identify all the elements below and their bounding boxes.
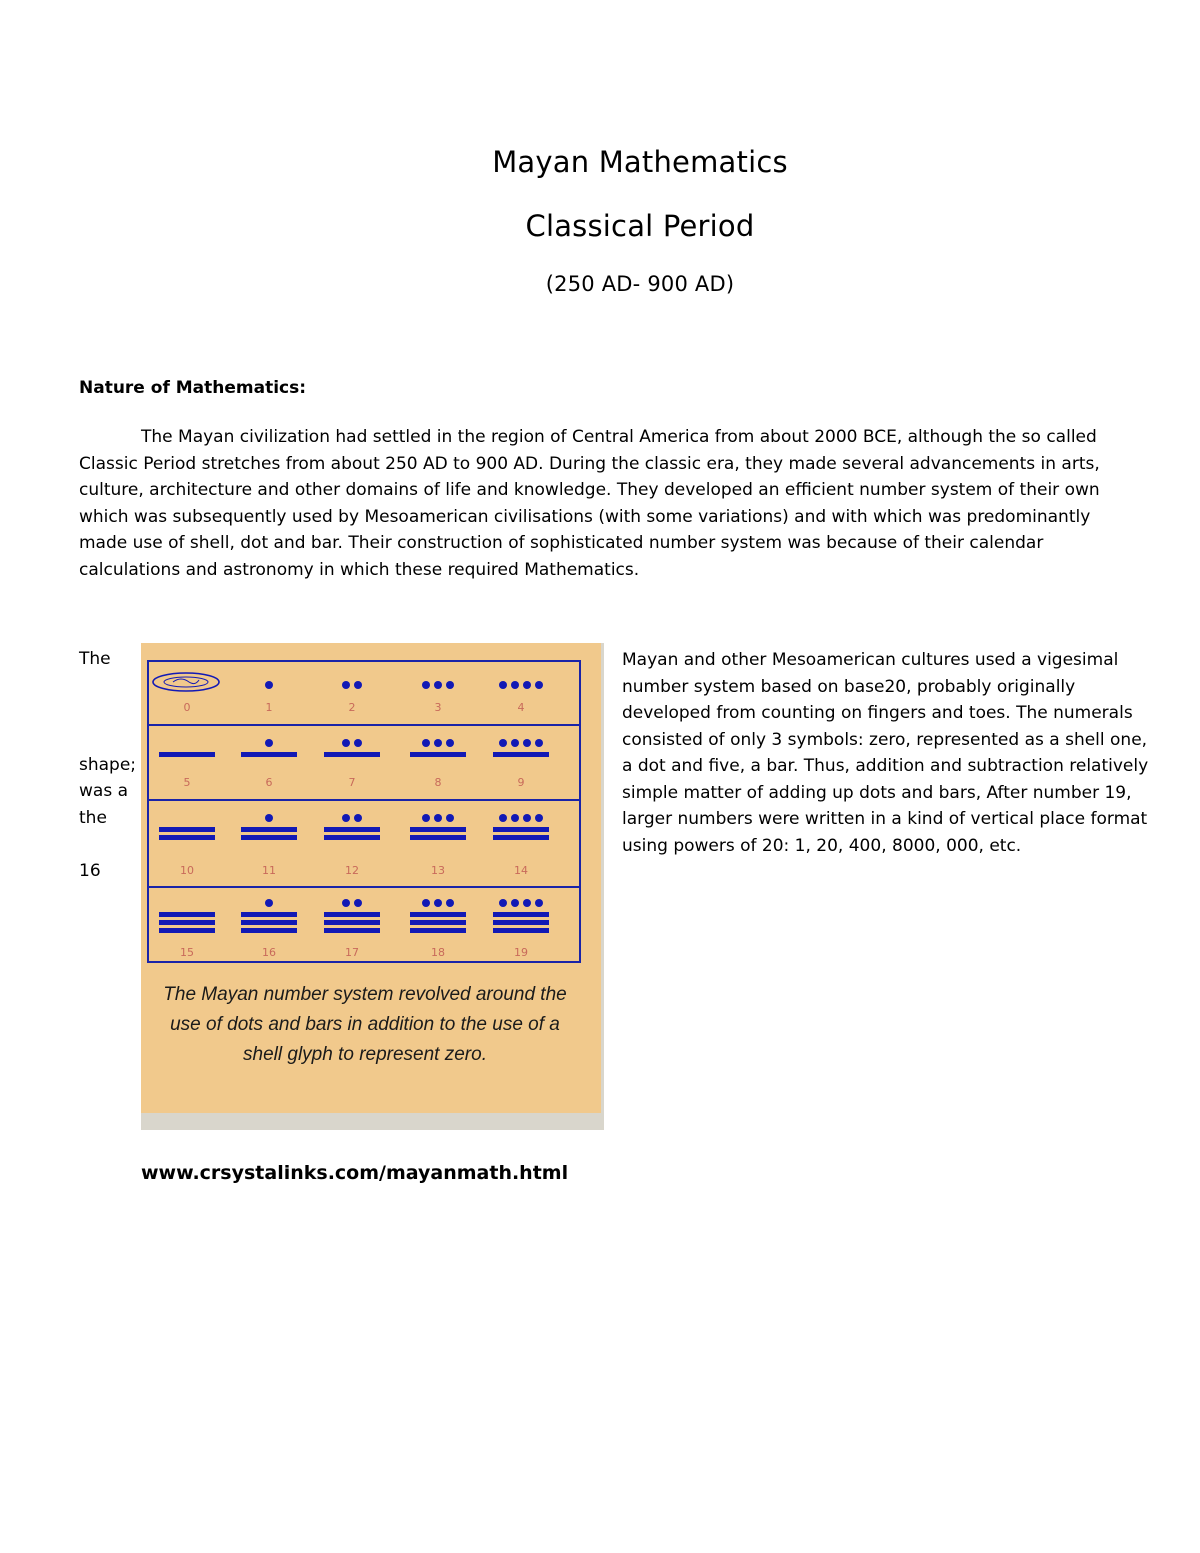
numeral-label: 12 (345, 864, 359, 877)
numeral-bar (159, 752, 215, 757)
numeral-bar (159, 835, 215, 840)
numeral-label: 2 (348, 701, 356, 714)
numeral-bar (493, 827, 549, 832)
numeral-dot (511, 814, 519, 822)
numeral-dot (446, 899, 454, 907)
numeral-bar (410, 752, 466, 757)
numeral-dot (523, 739, 531, 747)
intro-paragraph (79, 424, 1129, 583)
numeral-dot (511, 899, 519, 907)
numeral-dot (523, 814, 531, 822)
numeral-label: 9 (517, 776, 525, 789)
numeral-label: 15 (180, 946, 194, 959)
numeral-bar (324, 920, 380, 925)
grid-row-divider (147, 886, 581, 888)
numeral-label: 0 (183, 701, 191, 714)
numeral-label: 5 (183, 776, 191, 789)
numeral-dot (342, 739, 350, 747)
numeral-bar (493, 752, 549, 757)
numeral-dot (422, 739, 430, 747)
numeral-bar (410, 912, 466, 917)
numeral-bar (159, 928, 215, 933)
left-word-3: was a (79, 781, 128, 801)
numeral-dot (265, 739, 273, 747)
numeral-dot (342, 681, 350, 689)
numeral-dot (434, 739, 442, 747)
numeral-label: 4 (517, 701, 525, 714)
numeral-bar (241, 920, 297, 925)
numeral-label: 14 (514, 864, 528, 877)
numeral-bar (324, 928, 380, 933)
numeral-dot (342, 814, 350, 822)
numeral-bar (241, 928, 297, 933)
numeral-label: 6 (265, 776, 273, 789)
numeral-label: 10 (180, 864, 194, 877)
numeral-bar (159, 920, 215, 925)
numeral-bar (410, 827, 466, 832)
page-subtitle: Classical Period (525, 209, 755, 243)
numeral-dot (446, 681, 454, 689)
left-word-2: shape; (79, 755, 137, 775)
numeral-bar (324, 835, 380, 840)
numeral-dot (265, 814, 273, 822)
numeral-bar (410, 835, 466, 840)
numeral-dot (354, 681, 362, 689)
numeral-dot (535, 899, 543, 907)
numeral-label: 7 (348, 776, 356, 789)
numeral-dot (523, 681, 531, 689)
numeral-bar (241, 827, 297, 832)
numeral-label: 19 (514, 946, 528, 959)
numeral-dot (511, 739, 519, 747)
numeral-label: 11 (262, 864, 276, 877)
numeral-dot (499, 899, 507, 907)
numeral-bar (493, 928, 549, 933)
numeral-bar (410, 928, 466, 933)
numeral-bar (493, 835, 549, 840)
numeral-dot (434, 814, 442, 822)
numeral-dot (511, 681, 519, 689)
left-word-5: 16 (79, 861, 101, 881)
numeral-dot (422, 681, 430, 689)
intro-paragraph-text: The Mayan civilization had settled in the region of Central America from about 2000 BCE, although the so called Classic Period stretches from about 250 AD to 900 AD. During the classic era, they made several advancements in arts, culture, architecture and other domains of life and knowledge. They developed an efficient number system of their own which was subsequently used by Mesoamerican civilisations (with some variations) and with which was predominantly made use of shell, dot and bar. Their construction of sophisticated number system was because of their calendar calculations and astronomy in which these required Mathematics. (79, 427, 1100, 580)
numeral-label: 18 (431, 946, 445, 959)
numeral-bar (324, 827, 380, 832)
source-link[interactable]: www.crsystalinks.com/mayanmath.html (141, 1162, 569, 1184)
numeral-dot (342, 899, 350, 907)
numeral-label: 16 (262, 946, 276, 959)
numeral-bar (493, 920, 549, 925)
numeral-dot (434, 899, 442, 907)
numeral-bar (410, 920, 466, 925)
numeral-dot (354, 814, 362, 822)
shell-zero-icon (151, 670, 221, 694)
numeral-bar (241, 912, 297, 917)
numeral-dot (499, 681, 507, 689)
numeral-label: 13 (431, 864, 445, 877)
numeral-dot (446, 814, 454, 822)
numeral-label: 17 (345, 946, 359, 959)
left-word-1: The (79, 649, 111, 669)
numeral-label: 3 (434, 701, 442, 714)
numeral-bar (241, 752, 297, 757)
numeral-dot (446, 739, 454, 747)
numeral-bar (324, 912, 380, 917)
numeral-dot (265, 899, 273, 907)
numeral-dot (499, 814, 507, 822)
section-heading: Nature of Mathematics: (79, 378, 307, 398)
page-title: Mayan Mathematics (492, 145, 788, 179)
numeral-dot (535, 681, 543, 689)
grid-row-divider (147, 799, 581, 801)
numeral-dot (354, 739, 362, 747)
numeral-label: 1 (265, 701, 273, 714)
numeral-bar (159, 827, 215, 832)
numeral-dot (535, 739, 543, 747)
numeral-dot (265, 681, 273, 689)
right-column-text: Mayan and other Mesoamerican cultures used a vigesimal number system based on base20, probably originally developed from counting on fingers and toes. The numerals consisted of only 3 symbols: zero, represented as a shell one, a dot and five, a bar. Thus, addition and subtraction relatively simple matter of adding up dots and bars, After number 19, larger numbers were written in a kind of vertical place format using powers of 20: 1, 20, 400, 8000, 000, etc. (622, 650, 1149, 856)
numeral-bar (241, 835, 297, 840)
numeral-dot (535, 814, 543, 822)
left-word-4: the (79, 808, 107, 828)
numeral-bar (493, 912, 549, 917)
page-dates: (250 AD- 900 AD) (545, 272, 735, 296)
numeral-dot (354, 899, 362, 907)
grid-row-divider (147, 724, 581, 726)
numeral-bar (324, 752, 380, 757)
numeral-dot (422, 899, 430, 907)
numeral-dot (434, 681, 442, 689)
numeral-bar (159, 912, 215, 917)
figure-caption: The Mayan number system revolved around the use of dots and bars in addition to the use of a shell glyph to represent zero. (163, 984, 567, 1065)
numeral-label: 8 (434, 776, 442, 789)
numeral-dot (499, 739, 507, 747)
numeral-dot (422, 814, 430, 822)
numeral-dot (523, 899, 531, 907)
